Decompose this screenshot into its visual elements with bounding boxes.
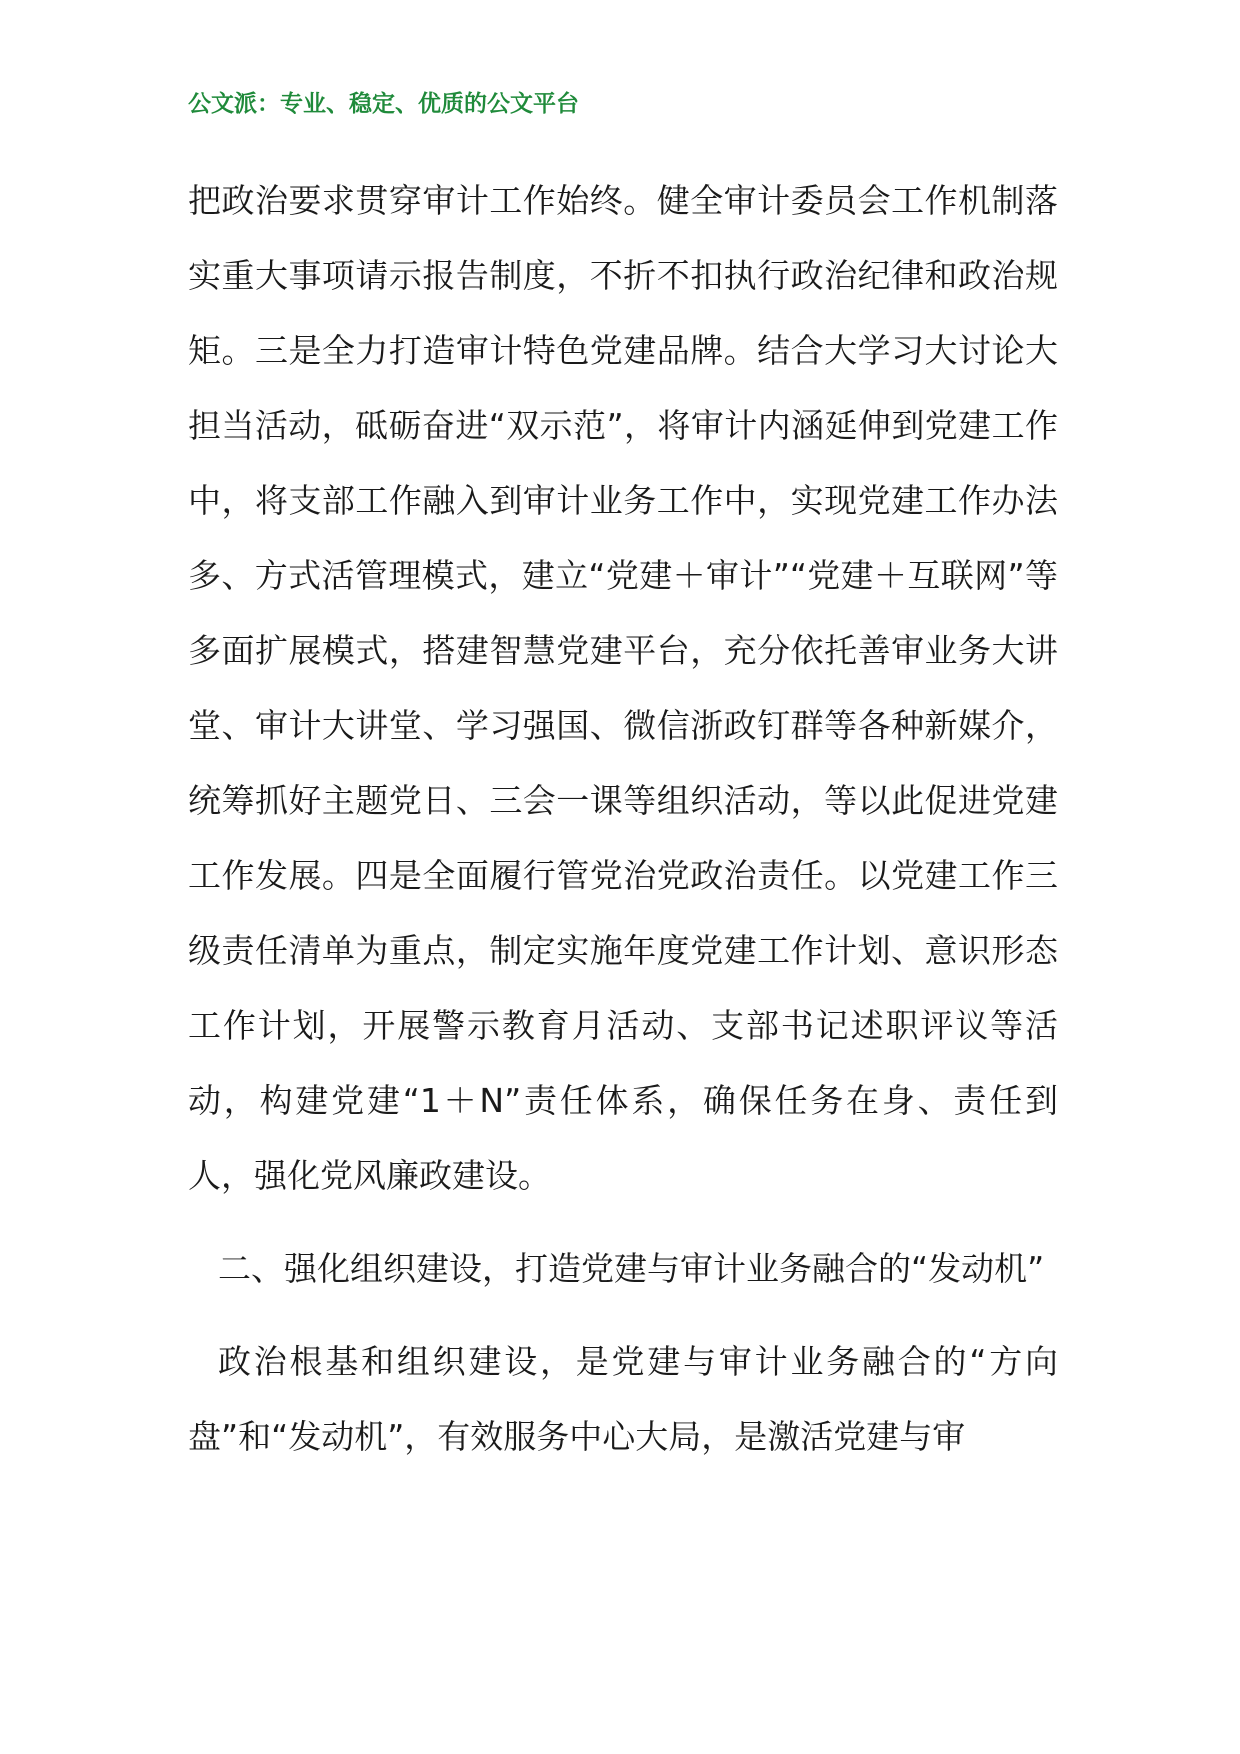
body-paragraph: 政治根基和组织建设，是党建与审计业务融合的“方向盘”和“发动机”，有效服务中心大局，是激活党建与审 <box>188 1342 1058 1456</box>
body-paragraph: 把政治要求贯穿审计工作始终。健全审计委员会工作机制落实重大事项请示报告制度，不折不扣执行政治纪律和政治规矩。三是全力打造审计特色党建品牌。结合大学习大讨论大担当活动，砥砺奋进“双示范”，将审计内涵延伸到党建工作中，将支部工作融入到审计业务工作中，实现党建工作办法多、方式活管理模式，建立“党建＋审计”“党建＋互联网”等多面扩展模式，搭建智慧党建平台，充分依托善审业务大讲堂、审计大讲堂、学习强国、微信浙政钉群等各种新媒介，统筹抓好主题党日、三会一课等组织活动，等以此促进党建工作发展。四是全面履行管党治党政治责任。以党建工作三级责任清单为重点，制定实施年度党建工作计划、意识形态工作计划，开展警示教育月活动、支部书记述职评议等活动，构建党建“1＋N”责任体系，确保任务在身、责任到人，强化党风廉政建设。 <box>188 181 1058 1195</box>
header-banner: 公文派：专业、稳定、优质的公文平台 <box>188 91 579 117</box>
document-body <box>188 163 1058 1474</box>
section-heading: 二、强化组织建设，打造党建与审计业务融合的“发动机” <box>218 1249 1045 1288</box>
